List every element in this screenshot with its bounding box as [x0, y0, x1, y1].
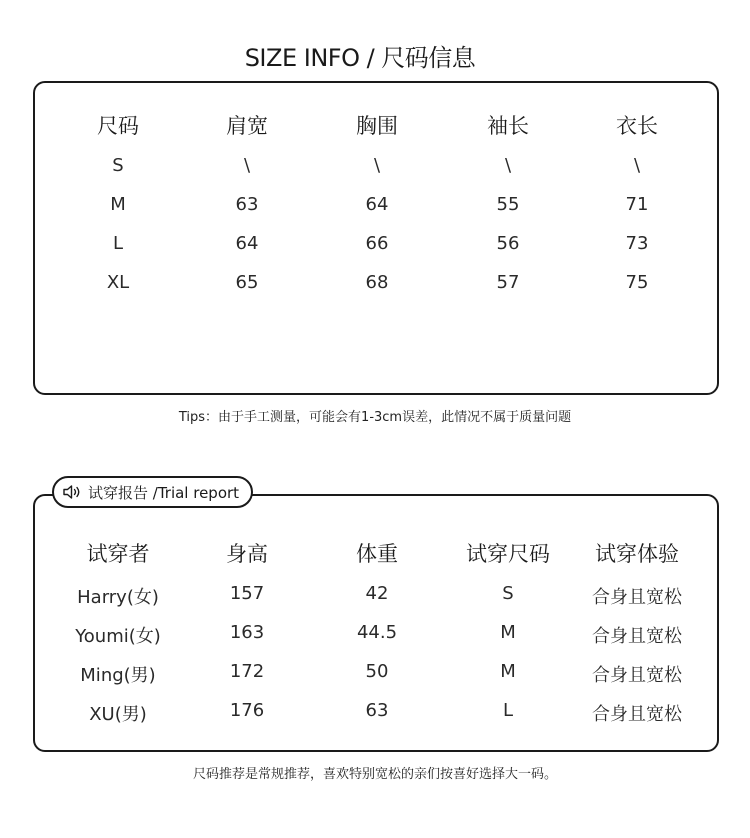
trial-cell: Harry(女) — [77, 587, 159, 608]
size-cell: XL — [106, 272, 130, 293]
speaker-icon — [62, 484, 84, 500]
trial-header-weight: 体重 — [356, 542, 398, 566]
size-cell: 55 — [496, 194, 520, 215]
trial-cell: M — [500, 661, 516, 682]
trial-header-height: 身高 — [226, 542, 268, 566]
trial-report-badge — [52, 476, 253, 508]
trial-cell: 163 — [229, 622, 265, 643]
size-cell: M — [110, 194, 126, 215]
size-cell: 63 — [235, 194, 259, 215]
size-header-sleeve: 袖长 — [487, 114, 529, 138]
trial-cell: 63 — [365, 700, 389, 721]
trial-cell: S — [502, 583, 514, 604]
size-header-size: 尺码 — [97, 114, 139, 138]
size-cell: 66 — [365, 233, 389, 254]
size-header-chest: 胸围 — [356, 114, 398, 138]
trial-cell: 合身且宽松 — [592, 626, 682, 647]
trial-cell: 172 — [229, 661, 265, 682]
size-cell: 68 — [365, 272, 389, 293]
trial-cell: 176 — [229, 700, 265, 721]
trial-cell: Ming(男) — [80, 665, 156, 686]
page-title: SIZE INFO / 尺码信息 — [244, 44, 476, 73]
size-cell: \ — [504, 155, 512, 176]
trial-cell: M — [500, 622, 516, 643]
trial-report-label: 试穿报告 /Trial report — [88, 483, 240, 502]
trial-cell: Youmi(女) — [75, 626, 161, 647]
size-recommendation-note: 尺码推荐是常规推荐，喜欢特别宽松的亲们按喜好选择大一码。 — [192, 767, 557, 782]
size-cell: 73 — [625, 233, 649, 254]
trial-cell: 44.5 — [356, 622, 398, 643]
size-cell: 64 — [235, 233, 259, 254]
trial-cell: 42 — [365, 583, 389, 604]
size-cell: L — [112, 233, 124, 254]
trial-header-size: 试穿尺码 — [466, 542, 550, 566]
trial-report-table — [33, 494, 719, 752]
size-cell: 65 — [235, 272, 259, 293]
size-cell: \ — [373, 155, 381, 176]
size-cell: 75 — [625, 272, 649, 293]
size-cell: S — [112, 155, 124, 176]
trial-cell: 合身且宽松 — [592, 704, 682, 725]
size-cell: 71 — [625, 194, 649, 215]
trial-header-experience: 试穿体验 — [595, 542, 679, 566]
size-header-length: 衣长 — [616, 114, 658, 138]
trial-cell: 合身且宽松 — [592, 665, 682, 686]
trial-header-tester: 试穿者 — [86, 542, 150, 566]
size-cell: 56 — [496, 233, 520, 254]
trial-cell: 合身且宽松 — [592, 587, 682, 608]
size-cell: 57 — [496, 272, 520, 293]
tips-text: Tips：由于手工测量，可能会有1-3cm误差，此情况不属于质量问题 — [178, 410, 572, 425]
trial-cell: 157 — [229, 583, 265, 604]
size-header-shoulder: 肩宽 — [226, 114, 268, 138]
size-cell: \ — [633, 155, 641, 176]
trial-cell: XU(男) — [89, 704, 147, 725]
trial-cell: L — [502, 700, 514, 721]
size-cell: 64 — [365, 194, 389, 215]
size-table — [33, 81, 719, 395]
trial-cell: 50 — [365, 661, 389, 682]
size-cell: \ — [243, 155, 251, 176]
